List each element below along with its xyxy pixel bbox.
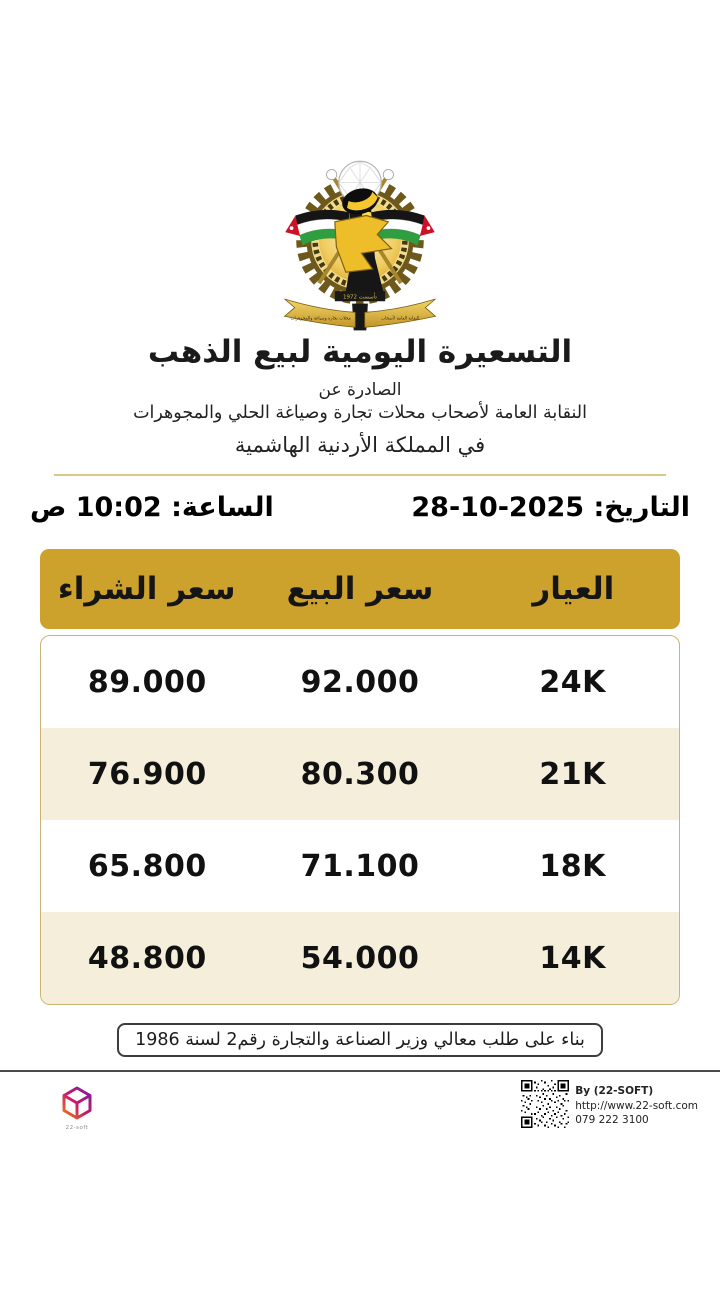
buy-price-column-header: سعر الشراء [57, 571, 236, 607]
karat-cell: 18K [539, 848, 606, 884]
date-value: 28-10-2025 [411, 492, 585, 523]
sell-price-cell: 71.100 [300, 848, 420, 884]
ribbon-left-text: محلات تجارة وصياغة والمجوهرات [290, 316, 351, 322]
founded-band [335, 291, 385, 301]
karat-cell: 24K [539, 664, 606, 700]
time-pair [30, 492, 274, 523]
date-pair [411, 492, 690, 523]
price-table [40, 549, 680, 1005]
country-line: في المملكة الأردنية الهاشمية [234, 433, 486, 457]
table-row [41, 912, 679, 1004]
founded-text: تأسست 1972 [343, 294, 377, 301]
ribbon-right-text: النقابة العامة لأصحاب [380, 316, 420, 322]
gold-divider [54, 474, 666, 476]
table-row [41, 636, 679, 728]
sell-price-column-header: سعر البيع [286, 571, 434, 607]
credit-phone: 079 222 3100 [575, 1114, 649, 1126]
karat-column-header: العيار [532, 571, 615, 607]
date-time-row [30, 492, 690, 523]
credit-by: By (22-SOFT) [575, 1085, 654, 1097]
karat-cell: 14K [539, 940, 606, 976]
table-header [40, 549, 680, 629]
organization-line: النقابة العامة لأصحاب محلات تجارة وصياغة الحلي والمجوهرات [133, 403, 587, 423]
syndicate-emblem [0, 140, 720, 332]
footer [0, 1072, 720, 1131]
cube-logo-text: 22-soft [65, 1125, 89, 1131]
karat-cell: 21K [539, 756, 606, 792]
software-credit [521, 1080, 698, 1128]
syndicate-emblem-icon [272, 140, 448, 332]
table-row [41, 728, 679, 820]
soft-company-logo [56, 1084, 98, 1131]
time-value: 10:02 ص [30, 492, 162, 523]
credit-lines [575, 1080, 698, 1128]
qr-code-icon [521, 1080, 569, 1128]
buy-price-cell: 65.800 [87, 848, 207, 884]
sell-price-cell: 80.300 [300, 756, 420, 792]
table-row [41, 820, 679, 912]
time-label: الساعة: [171, 492, 274, 523]
page-title: التسعيرة اليومية لبيع الذهب [147, 334, 573, 370]
sell-price-cell: 92.000 [300, 664, 420, 700]
cube-logo-icon [56, 1084, 98, 1124]
table-body [40, 635, 680, 1005]
buy-price-cell: 48.800 [87, 940, 207, 976]
buy-price-cell: 76.900 [87, 756, 207, 792]
credit-website: http://www.22-soft.com [575, 1099, 698, 1112]
issued-by-line: الصادرة عن [318, 380, 402, 400]
sell-price-cell: 54.000 [300, 940, 420, 976]
date-label: التاريخ: [593, 492, 690, 523]
buy-price-cell: 89.000 [87, 664, 207, 700]
legal-note: بناء على طلب معالي وزير الصناعة والتجارة رقم2 لسنة 1986 [117, 1023, 603, 1057]
